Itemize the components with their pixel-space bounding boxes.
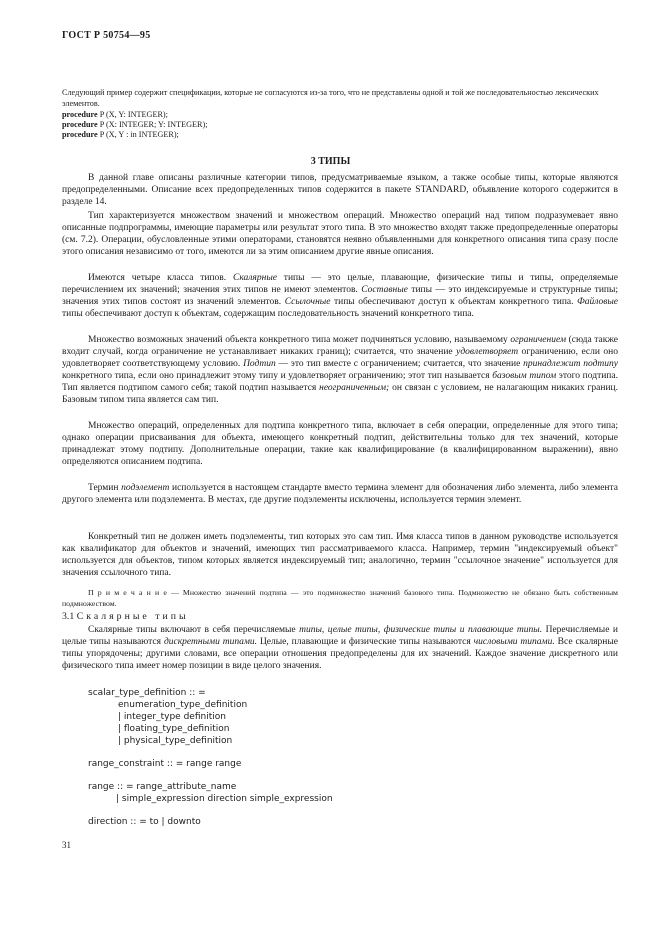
code-example-3 — [62, 130, 179, 139]
text-run: типы обеспечивают доступ к объектам, содержащим последовательность значений конкретного типа. — [62, 309, 474, 320]
grammar-range-alt: | simple_expression direction simple_expression — [116, 794, 333, 804]
paragraph-2: Тип характеризуется множеством значений и множеством операций. Множество операций над типом подразумевает явно описанные подпрограммы, имеющие параметры или результат этого типа. В это множество входят также предопределенные операторы (см. 7.2). Операции, обусловленные этими операторами, становятся неявно объявленными для конкретного описания типа сразу после этого описания независимо от того, имеются ли за этим описанием другие явные описания. — [62, 211, 618, 258]
text-run: Скалярные типы включают в себя перечисляемые — [88, 625, 300, 635]
grammar-scalar-alt-2: | integer_type definition — [118, 712, 226, 722]
term-belongs: принадлежит подтипу — [523, 359, 618, 370]
text-run: Все скалярные типы упорядочены; другими словами, все операции отношения предопределены для их значений. Каждое значение дискретного или физического типа имеет номер позиции в виде целого значения. — [62, 637, 618, 672]
term-discrete: дискретными типами. — [163, 637, 258, 648]
text-run: конкретного типа, если оно принадлежит этому типу и удовлетворяет ограничению; этот тип называется — [62, 371, 493, 382]
code-keyword: procedure — [62, 120, 98, 129]
term-type-list: типы, целые типы, физические типы и плавающие типы. — [299, 625, 543, 635]
paragraph-4 — [62, 334, 618, 407]
note-text: — Множество значений подтипа — это подмножество значений базового типа. Подмножество не обязано быть собственным подмножеством. — [62, 588, 618, 608]
code-rest: P (X, Y : in INTEGER); — [97, 130, 179, 139]
code-example-1 — [62, 110, 168, 119]
term-base-type: базовым типом — [492, 371, 557, 382]
text-run: Множество возможных значений объекта конкретного типа может подчиняться условию, называемому — [88, 335, 511, 345]
text-run: типы — это целые, плавающие, физические типы и типы, определяемые перечислением их значений; значения этих типов не имеют элементов. — [62, 273, 618, 296]
term-scalar: Скалярные — [233, 273, 277, 283]
grammar-scalar-alt-3: | floating_type_definition — [118, 724, 230, 734]
grammar-range-constraint: range_constraint :: = range range — [88, 759, 242, 769]
paragraph-6 — [62, 482, 618, 506]
code-keyword: procedure — [62, 130, 98, 139]
code-rest: P (X: INTEGER; Y: INTEGER); — [97, 120, 208, 129]
paragraph-1: В данной главе описаны различные категории типов, предусматриваемые языком, а также особые типы, которые являются предопределенными. Описание всех предопределенных типов содержится в пакете STANDARD, объявление которого содержится в разделе 14. — [62, 173, 618, 208]
section-title: 3 ТИПЫ — [310, 156, 351, 167]
text-run: (сюда также входит случай, когда ограничение не устанавливает никаких границ); считается, что значение — [62, 335, 618, 358]
term-satisfies: удовлетворяет — [456, 347, 519, 358]
term-constraint: ограничением — [510, 335, 567, 345]
page-number: 31 — [62, 840, 71, 850]
text-run: он связан с условием, не налагающим никаких границ. Базовым типом типа является сам тип. — [62, 383, 618, 406]
grammar-scalar-alt-1: enumeration_type_definition — [118, 700, 248, 710]
text-run: — это тип вместе с ограничением; считается, что значение — [275, 359, 524, 370]
subsection-title — [62, 611, 189, 622]
code-example-2 — [62, 120, 207, 129]
page-header: ГОСТ Р 50754—95 — [62, 30, 151, 41]
note-label: П р и м е ч а н и е — [88, 588, 167, 597]
grammar-scalar-alt-4: | physical_type_definition — [118, 736, 233, 746]
intro-example-text: Следующий пример содержит спецификации, которые не согласуются из-за того, что не представлены одной и той же последовательностью лексических элементов. — [62, 88, 599, 108]
text-run: ограничению, если оно удовлетворяет соответствующему условию. — [62, 347, 618, 370]
text-run: Перечисляемые и целые типы называются — [62, 625, 618, 648]
paragraph-7: Конкретный тип не должен иметь подэлементы, тип которых это сам тип. Имя класса типов в данном руководстве используется как квалификатор для объектов и значений, имеющих тип рассматриваемого класса. Например, термин "индексируемый объект" используется для объектов, типом которых является индексируемый тип; аналогично, термин "ссылочное значение" используется для значения ссылочного типа. — [62, 532, 618, 579]
term-unconstrained: неограниченным; — [319, 383, 390, 394]
text-run: Термин — [88, 483, 122, 493]
term-subelement: подэлемент — [121, 483, 170, 493]
text-run: Имеются четыре класса типов. — [88, 273, 233, 283]
text-run: этого подтипа. Тип является подтипом самого себя; такой подтип называется — [62, 371, 618, 394]
paragraph-3 — [62, 272, 618, 320]
text-run: типы — это индексируемые и структурные типы; значения этих типов состоят из значений элементов. — [62, 285, 619, 308]
paragraph-5: Множество операций, определенных для подтипа конкретного типа, включает в себя операции, определенные для этого типа; однако операции присваивания для объекта, имеющего конкретный подтип, действительны только для тех значений, которые принадлежат этому подтипу. Дополнительные операции, такие как квалифицирование (в квалифицированном выражении), явно определяются описанием подтипа. — [62, 421, 618, 468]
grammar-scalar-head: scalar_type_definition :: = — [88, 688, 206, 698]
text-run: Целые, плавающие и физические типы называются — [257, 637, 474, 648]
note — [62, 588, 618, 609]
term-numeric: числовыми типами. — [473, 637, 555, 648]
grammar-direction: direction :: = to | downto — [88, 817, 201, 827]
term-subtype: Подтип — [243, 359, 276, 370]
subsection-number: 3.1 — [62, 611, 75, 622]
term-composite: Составные — [361, 285, 408, 296]
scalar-paragraph — [62, 624, 618, 672]
grammar-range-head: range :: = range_attribute_name — [88, 782, 237, 792]
text-run: типы обеспечивают доступ к объектам конкретного типа. — [330, 297, 578, 308]
text-run: используется в настоящем стандарте вместо термина элемент для обозначения либо элемента, либо элемента другого элемента или подэлемента. В местах, где другие подэлементы исключены, используется термин элемент. — [62, 483, 619, 506]
code-rest: P (X, Y: INTEGER); — [97, 110, 168, 119]
code-keyword: procedure — [62, 110, 98, 119]
term-file: Файловые — [577, 297, 618, 308]
subsection-name: Скалярные типы — [76, 611, 189, 622]
term-access: Ссылочные — [284, 297, 331, 308]
